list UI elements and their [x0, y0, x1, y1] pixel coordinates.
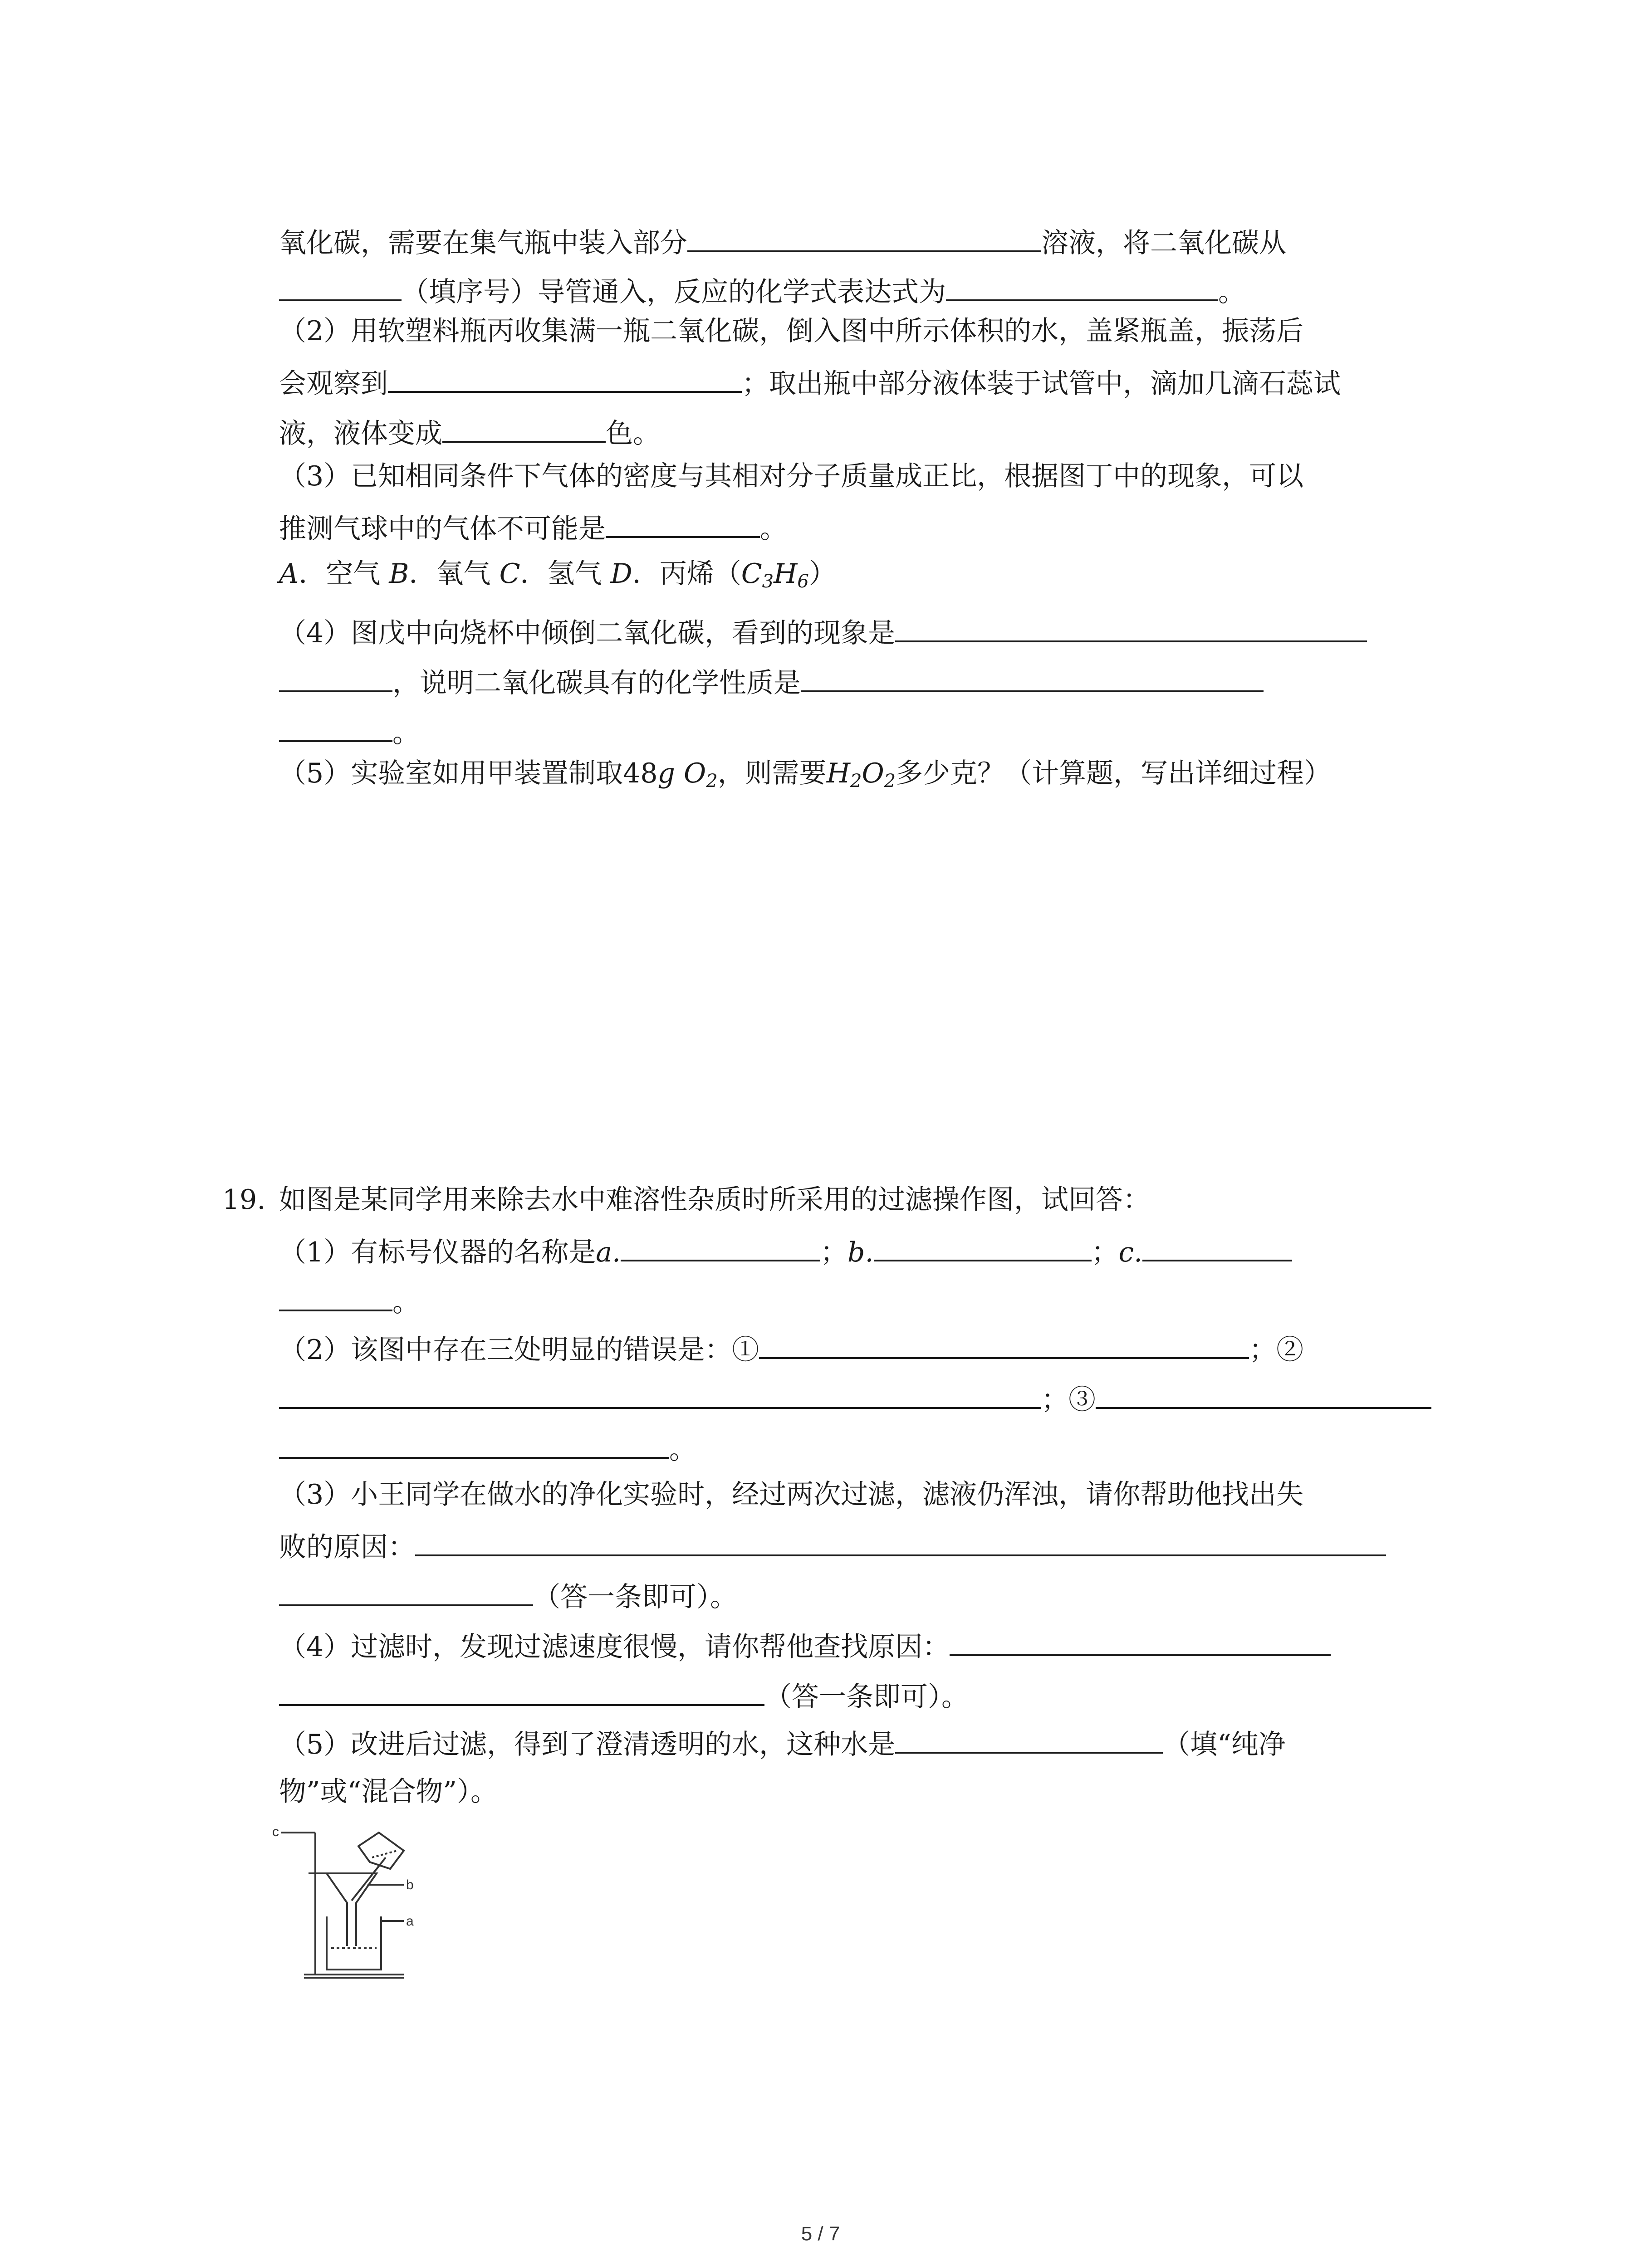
- label-c: c.: [1118, 1237, 1143, 1268]
- q19-line-3: [279, 1329, 1303, 1368]
- answer-blank[interactable]: [759, 1329, 1249, 1359]
- text: ；: [1091, 1237, 1119, 1268]
- text: 推测气球中的气体不可能是: [279, 513, 606, 545]
- answer-blank[interactable]: [874, 1232, 1092, 1261]
- text: 会观察到: [279, 368, 388, 400]
- answer-blank[interactable]: [279, 1676, 764, 1706]
- answer-blank[interactable]: [895, 1724, 1163, 1754]
- text: 物”或“混合物”）。: [279, 1776, 498, 1808]
- filtration-apparatus-figure: [272, 1823, 422, 1987]
- formula-subscript: 3: [762, 571, 774, 592]
- answer-blank[interactable]: [442, 413, 606, 443]
- text: （5）实验室如用甲装置制取48: [279, 758, 658, 789]
- fig-label-a: a: [406, 1914, 414, 1929]
- answer-blank[interactable]: [950, 1626, 1331, 1656]
- text: ；取出瓶中部分液体装于试管中，滴加几滴石蕊试: [742, 368, 1341, 400]
- unit: g: [657, 758, 675, 789]
- text: ）: [808, 558, 836, 590]
- q18-line-12: [279, 755, 1331, 799]
- q19-intro: [279, 1182, 1150, 1218]
- text: ；: [820, 1237, 848, 1268]
- formula-part: C: [741, 558, 762, 590]
- option-text: ．丙烯（: [632, 558, 741, 590]
- answer-blank[interactable]: [606, 508, 760, 538]
- formula-subscript: 6: [797, 571, 809, 592]
- text: （3）已知相同条件下气体的密度与其相对分子质量成正比，根据图丁中的现象，可以: [279, 460, 1304, 492]
- text: （3）小王同学在做水的净化实验时，经过两次过滤，滤液仍浑浊，请你帮助他找出失: [279, 1479, 1304, 1510]
- text: ，说明二氧化碳具有的化学性质是: [392, 667, 801, 699]
- q18-line-3: [279, 313, 1303, 349]
- q19-line-12: [279, 1774, 498, 1810]
- answer-blank[interactable]: [279, 662, 392, 692]
- answer-blank[interactable]: [687, 222, 1041, 252]
- q19-line-4: [279, 1379, 1431, 1418]
- q18-line-5: [279, 413, 660, 452]
- answer-blank[interactable]: [946, 271, 1218, 301]
- text: 。: [760, 513, 787, 545]
- answer-blank[interactable]: [415, 1526, 1386, 1556]
- funnel-left: [327, 1873, 347, 1946]
- option-text: ．氧气: [409, 558, 491, 590]
- option-text: ．空气: [299, 558, 381, 590]
- text: 。: [669, 1434, 696, 1466]
- q19-line-6: [279, 1476, 1303, 1513]
- answer-blank[interactable]: [279, 712, 392, 742]
- q18-options: [279, 556, 836, 600]
- answer-blank[interactable]: [895, 612, 1367, 642]
- text: 。: [1218, 276, 1245, 308]
- formula-part: H: [774, 558, 798, 590]
- answer-blank[interactable]: [1142, 1232, 1292, 1261]
- q19-line-11: [279, 1724, 1286, 1763]
- option-letter: B: [389, 558, 409, 590]
- text: 色。: [606, 418, 660, 450]
- formula-part: O: [684, 758, 706, 789]
- text: ；②: [1249, 1334, 1304, 1366]
- answer-blank[interactable]: [279, 1429, 669, 1459]
- option-text: ．氢气: [520, 558, 602, 590]
- formula-part: H: [826, 758, 851, 789]
- formula-subscript: 2: [884, 771, 896, 792]
- text: （4）图戊中向烧杯中倾倒二氧化碳，看到的现象是: [279, 617, 896, 649]
- option-letter: C: [499, 558, 520, 590]
- answer-blank[interactable]: [1096, 1379, 1431, 1409]
- q19-line-5: [279, 1429, 696, 1468]
- q18-line-10: [279, 662, 1264, 701]
- text: （4）过滤时，发现过滤速度很慢，请你帮他查找原因：: [279, 1631, 950, 1663]
- text: 如图是某同学用来除去水中难溶性杂质时所采用的过滤操作图，试回答：: [279, 1184, 1150, 1216]
- text: 败的原因：: [279, 1531, 415, 1563]
- answer-blank[interactable]: [279, 1576, 533, 1606]
- q18-line-1: [279, 222, 1286, 261]
- text: （1）有标号仪器的名称是: [279, 1237, 596, 1268]
- text: （2）该图中存在三处明显的错误是：①: [279, 1334, 759, 1366]
- answer-blank[interactable]: [279, 1281, 392, 1311]
- answer-blank[interactable]: [801, 662, 1264, 692]
- formula-part: O: [862, 758, 884, 789]
- q19-line-9: [279, 1626, 1331, 1665]
- beaker: [327, 1916, 381, 1970]
- q18-line-7: [279, 508, 787, 547]
- page-number: 5 / 7: [801, 2223, 840, 2245]
- label-b: b.: [847, 1237, 874, 1268]
- answer-blank[interactable]: [621, 1232, 820, 1261]
- q19-line-2: [279, 1281, 420, 1320]
- text: （填序号）导管通入，反应的化学式表达式为: [402, 276, 946, 308]
- text: 氧化碳，需要在集气瓶中装入部分: [279, 227, 687, 259]
- text: （2）用软塑料瓶丙收集满一瓶二氧化碳，倒入图中所示体积的水，盖紧瓶盖，振荡后: [279, 315, 1304, 347]
- q18-line-4: [279, 363, 1341, 402]
- q18-line-9: [279, 612, 1367, 651]
- answer-blank[interactable]: [279, 271, 402, 301]
- answer-blank[interactable]: [279, 1379, 1041, 1409]
- formula-subscript: 2: [706, 771, 718, 792]
- question-number: 19.: [222, 1184, 266, 1216]
- text: 。: [392, 717, 420, 749]
- text: ，则需要: [717, 758, 827, 789]
- text: （答一条即可）。: [533, 1581, 737, 1613]
- q19-line-7: [279, 1526, 1386, 1565]
- q19-line-8: [279, 1576, 737, 1615]
- answer-blank[interactable]: [388, 363, 742, 393]
- glass-rod: [352, 1857, 386, 1901]
- q18-line-11: [279, 712, 420, 751]
- text: 。: [392, 1286, 420, 1318]
- text: 多少克？（计算题，写出详细过程）: [896, 758, 1332, 789]
- fig-label-b: b: [406, 1877, 414, 1892]
- label-a: a.: [596, 1237, 621, 1268]
- text: （5）改进后过滤，得到了澄清透明的水，这种水是: [279, 1729, 896, 1760]
- formula-subscript: 2: [850, 771, 862, 792]
- text: ；③: [1041, 1384, 1096, 1416]
- text: 液，液体变成: [279, 418, 442, 450]
- option-letter: A: [279, 558, 299, 590]
- q19-line-1: [279, 1232, 1292, 1271]
- text: 溶液，将二氧化碳从: [1041, 227, 1286, 259]
- fig-label-c: c: [272, 1824, 279, 1839]
- text: （答一条即可）。: [764, 1681, 969, 1713]
- q18-line-2: [279, 271, 1245, 310]
- text: （填“纯净: [1163, 1729, 1286, 1760]
- q19-line-10: [279, 1676, 969, 1715]
- pour-liquid: [372, 1851, 397, 1857]
- option-letter: D: [610, 558, 632, 590]
- q18-line-6: [279, 458, 1303, 494]
